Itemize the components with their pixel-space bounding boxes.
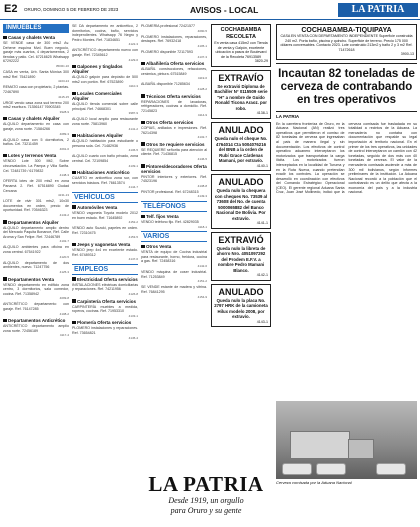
notice-title: EXTRAVIÓ xyxy=(218,234,264,245)
ad-code: 4131-13 xyxy=(57,193,69,198)
article-body: En la carretera fronteriza de Oruro, en la Aduana Nacional (AN) realizó tres operativos que permitieron el comiso de 82 toneladas de cerveza que ingresaban al país de manera ilegal y sin documentación. Los efectivos de control operativo aduanero interceptaron los motorizados que transportaban la carga ilícita. Los motorizados fueron interceptados en la localidad de Turuma y en la Ruta Nueva, cuando pretendían evadir los controles. La operación se desarrolló en coordinación con efectivos del Comando Estratégico Operacional (CEO). El gerente regional Aduana Santa Cruz, Juan José Mollinedo, indicó que la cerveza comisada fue trasladada en su totalidad a recintos de la Aduana. La mercadería no contaba con documentación que respalde su legal importación al territorio nacional. En el primer de los tres operativos, las unidades de control interceptaron un camión con 42 toneladas, seguido de dos más con 40 toneladas de cerveza. El valor de la mercadería comisada asciende a más de 300 mil bolivianos, según informes preliminares de la institución. La Aduana Nacional recordó a la población que el contrabando es un delito que afecta a la economía del país y a la industria nacional. xyxy=(276,121,417,195)
ad-text: VENDO teléfono fijo. Ref. 42829035 xyxy=(141,220,199,225)
classified-ad xyxy=(141,270,207,284)
classified-ad xyxy=(3,41,69,69)
ad-group xyxy=(141,100,207,118)
subsection-header: Otros Venta xyxy=(141,244,207,249)
subsection-header: Otros Oferta servicios xyxy=(141,120,207,125)
ad-code: 4133-1 xyxy=(128,313,138,318)
ad-group xyxy=(72,75,138,89)
ad-code: 4126-8 xyxy=(128,291,138,296)
classified-ad xyxy=(72,226,138,240)
ad-text: INSTALACIONES eléctricas domiciliarias y reparaciones. Ref. 74211956 xyxy=(72,282,138,292)
subsection-header: Casas y chalets Venta xyxy=(3,35,69,40)
ad-text: ANTICRÉTICO departamento nuevo con garaje. Ref. 72345612 xyxy=(72,48,138,58)
ad-text: SE DA departamento en anticrético, 2 dormitorios, cocina, baño, servicios independientes. Whatsapp 76 Negro y Pedro Montes. Ref. 71834651 xyxy=(72,24,138,42)
classified-ad xyxy=(72,176,138,190)
classified-ad xyxy=(141,190,207,199)
notice-anulado-cheque xyxy=(211,122,271,171)
classified-ad xyxy=(72,211,138,225)
ad-group xyxy=(72,305,138,319)
ad-code: 4148-3 xyxy=(59,173,69,178)
ad-code: 3928-9 xyxy=(59,109,69,114)
ad-code: 4139-1 xyxy=(128,163,138,168)
ad-code: 4102-7 xyxy=(59,239,69,244)
page-number: E2 xyxy=(4,3,18,15)
ad-text: VENDO vagoneta Toyota modelo 2012 en buen estado. Ref. 71645892 xyxy=(72,210,138,220)
ad-text: PLOMERO disponible 72117593 xyxy=(141,49,193,54)
ad-text: ALQUILO tienda comercial sobre calle principal. Ref. 74668301 xyxy=(72,102,138,111)
ad-group xyxy=(141,67,207,91)
classified-ad xyxy=(141,100,207,118)
ad-code: 4117-4 xyxy=(59,333,69,338)
ad-code: 4128-2 xyxy=(197,87,207,92)
ad-text: PLOMERO instalaciones y reparaciones. Ref. 73654821 xyxy=(72,326,138,335)
subsection-header: Departamentos Anticrético xyxy=(3,318,69,323)
ad-code: 4149-3 xyxy=(197,194,207,199)
banner-tagline-2: para Oruro y su gente xyxy=(170,506,242,515)
ad-text: SE VENDE casa de 300 mts2 Av. Dehene esquina Mvd. Buen negocio, garaje más cuartos, 4 departamentos, 2 tiendas y patio. Cel. 67216625 Whatsapp 67292222 xyxy=(3,41,69,64)
ad-text: SE REQUIERE señorita para atención al cliente. Ref. 71436815 xyxy=(141,147,207,157)
ad-text: CUARTO en anticrético zona sur, con servicios básicos. Ref. 76613574 xyxy=(72,176,138,185)
ad-group xyxy=(3,41,69,114)
newspaper-banner xyxy=(141,472,271,524)
ad-group xyxy=(72,139,138,168)
subsection-header: Habitaciones Anticrético xyxy=(72,170,138,175)
notice-text: Queda nulo la chequera con cheques No. 73539 al 73608 del No. de cuenta 5000065882 del Banco Nacional De Bolivia. Por extravío. xyxy=(214,188,268,221)
notice-code: 4142-1 xyxy=(256,273,268,278)
ad-code: 4110-3 xyxy=(128,84,138,89)
cargo-shape xyxy=(282,463,312,475)
ad-group xyxy=(72,248,138,262)
ad-text: ANTICRÉTICO departamento con garaje. Ref. 76147285 xyxy=(3,302,69,311)
subsection-header: Plomería Oferta servicios xyxy=(72,320,138,325)
ad-text: ALQUILO cuarto con baño privado, zona central. Cel. 72109854 xyxy=(72,154,138,163)
classified-ad xyxy=(141,250,207,268)
subsection-header: Casas y chalets Alquiler xyxy=(3,116,69,121)
classified-ad xyxy=(141,285,207,299)
classified-ad xyxy=(3,302,69,316)
ad-text: ALQUILO departamento en casa con garaje, zona norte. 71584266 xyxy=(3,122,69,131)
classifieds-column-2 xyxy=(72,24,138,469)
ad-text: CARPINTERÍA muebles a medida, roperos, cocinas. Ref. 71953310 xyxy=(72,304,138,314)
ad-text: PINTOR profesional. Ref. 67248315 xyxy=(141,189,199,194)
ad-text: OFERTA lotes de 200 mts2 en zona Panamá 2. Ref. 67516890 Ciudad Cercana xyxy=(3,179,69,193)
ad-code: 4105-1 xyxy=(197,43,207,48)
ad-cochabamba-tiquipaya xyxy=(276,24,417,60)
notice-text: Queda nulo la libreta de ahorro Nro. 4051097292 del Prodem E.F.V. a nombre Pedro Mamani Blanco. xyxy=(216,245,266,273)
ad-code: 4142-6 xyxy=(197,264,207,268)
ad-group xyxy=(72,24,138,62)
ad-code: 4120-5 xyxy=(59,254,69,259)
classified-ad xyxy=(72,139,138,153)
ad-code: 3500C-16 xyxy=(55,63,69,68)
ad-text: URGE vendo casa zona sud terreno 200 mts2 escritura. 71356147 76903345 xyxy=(3,100,69,110)
notice-text: Se extravió Diploma de Bachiller N° 0115509 serie "H" a nombre de Guido Ronald Ticona Araoz. por robo. xyxy=(214,83,268,111)
ad-code: 4125-3 xyxy=(59,269,69,274)
ad-code: 4108-2 xyxy=(59,311,69,316)
ad-text: LOTE de vivir 301 mts2, 10x30 documentos en orden, precio de oportunidad. Ref. 70546323 xyxy=(3,199,69,213)
ad-group xyxy=(141,148,207,162)
ad-code: 4152-2 xyxy=(128,220,138,225)
classified-ad xyxy=(141,82,207,91)
classified-ad xyxy=(72,24,138,47)
classified-ad xyxy=(72,75,138,89)
ad-code: 4137-3 xyxy=(197,54,207,59)
notices-column xyxy=(211,24,271,330)
subsection-header: Departamentos Venta xyxy=(3,277,69,282)
subsection-header: Electricidad Oferta servicios xyxy=(72,277,138,282)
ad-text: ALQUILO casa con 5 dormitorios, 2 baños. Cel. 73211459 xyxy=(3,137,69,147)
ad-group xyxy=(3,283,69,317)
ad-text: ALQUILO departamento de dos ambientes, nuevo. 71247756 xyxy=(3,260,69,270)
subsection-header: Automóviles Venta xyxy=(72,205,138,210)
ad-code: 4154-9 xyxy=(197,294,207,299)
ad-text: COPIAS, anillados e impresiones. Ref. 76214398 xyxy=(141,126,207,135)
notice-anulado-chequera xyxy=(211,174,271,229)
notice-extravio-libreta xyxy=(211,232,271,281)
classified-ad xyxy=(141,67,207,81)
subsection-header: Departamentos Alquiler xyxy=(3,220,69,225)
notice-title: COCHABAMBA RECOLETA xyxy=(220,27,262,40)
classified-ad xyxy=(72,154,138,168)
classified-ad xyxy=(3,138,69,152)
ad-code: 4136-5 xyxy=(128,148,138,153)
classified-ad xyxy=(72,102,138,116)
article-byline: LA PATRIA xyxy=(276,113,300,119)
ad-text: SE VENDE estante de madera y vitrina. Ref. 76841295 xyxy=(141,285,207,294)
ad-code: 4138-8 xyxy=(197,183,207,188)
classified-ad xyxy=(141,24,207,33)
ad-text: PLOMERÍA profesional 72421577 xyxy=(141,24,195,28)
ad-text: ALQUILO galpón para depósito de 500 mts2 con portón. Ref. 67523890 xyxy=(72,75,138,84)
classified-ad xyxy=(72,283,138,297)
ad-text: VENTA de equipo de Cocina industrial para restaurante, horno, freidora, cocina a gas. Ref. 72458316 xyxy=(141,250,207,264)
classified-ad xyxy=(72,117,138,131)
ad-text: VENDO jeep 4x4 en excelente estado. Ref. 67489312 xyxy=(72,248,138,257)
ad-text: REMATO casa con propietario, 2 plantas. 72467890 xyxy=(3,85,69,94)
notice-code: 3820-29 xyxy=(254,59,268,64)
truck-cab-shape xyxy=(348,439,374,459)
classifieds-column-3 xyxy=(141,24,207,469)
ad-text: CASA EN VENTA CON DEPARTAMENTO INDEPENDIENTE Superficie construida 240 m2. Porta baño, piscina y quincho. Superficie de terreno. Precio 175 000 dólares conversables. Contacto 2023. Lote construido 213m2 y baño 2 y 3 m2 Ref. 71472618 xyxy=(280,34,413,52)
notice-title: ANULADO xyxy=(218,177,264,188)
notice-text: Queda nulo el cheque No. 4764014 Cta 5004076216 del BNB a la orden de Rubí Grace Cárdenas Mamani, por extravío. xyxy=(214,136,268,164)
ad-group xyxy=(72,326,138,340)
section-header-varios: VARIOS xyxy=(141,231,207,242)
classified-ad xyxy=(72,326,138,340)
notice-anulado-placa xyxy=(211,284,271,328)
news-column xyxy=(276,24,417,524)
ad-text: ALQUILO ambientes para oficina en zona central. 67541922 xyxy=(3,245,69,255)
ad-group xyxy=(3,159,69,217)
section-header-inmuebles: INMUEBLES xyxy=(3,24,69,33)
classified-ad xyxy=(3,179,69,197)
classified-ad xyxy=(3,245,69,259)
notice-text: En venta casa 415m2 con Tienda de venta y Galpón, excelente ubicación a pasos de Boulevard de la Recoleta 76913589 xyxy=(214,41,268,59)
notice-code: 4138-1 xyxy=(256,111,268,116)
ad-code: 4147-6 xyxy=(128,257,138,262)
notice-title: ANULADO xyxy=(218,286,264,297)
subsection-header: Telf. fijos Venta xyxy=(141,214,207,219)
ad-text: REPARACIONES de lavadoras, refrigeradores, cocinas a domicilio. Ref. 72145823 xyxy=(141,99,207,113)
ad-code: 4114-9 xyxy=(197,113,207,118)
notice-code: 4141-1 xyxy=(256,221,268,226)
notice-extravio-diploma xyxy=(211,70,271,119)
classified-ad xyxy=(3,283,69,301)
article-photo xyxy=(276,401,417,479)
ad-text: PINTOR interiores y exteriores. Ref. 74523196 xyxy=(141,174,207,184)
photo-caption: Cerveza comisada por la Aduana Nacional xyxy=(276,479,352,485)
section-title: AVISOS - LOCAL xyxy=(190,5,259,15)
ad-code: 4144-7 xyxy=(128,185,138,190)
ad-code: 4119-6 xyxy=(197,76,207,81)
classified-ad xyxy=(72,48,138,62)
ad-code: 4129-6 xyxy=(128,57,138,62)
ad-code: 3987-9 xyxy=(128,111,138,116)
ad-code: 4146-5 xyxy=(197,156,207,161)
ad-group xyxy=(141,175,207,199)
ad-text: PLOMERO instalaciones, reparaciones, destapes. Ref. 76932418 xyxy=(141,34,207,44)
ad-text: ALBAÑIL disponible 71285634 xyxy=(141,82,190,87)
notice-text: Queda nulo la placa No. 2797 HRK de la camioneta Hilux modelo 2008, por extravío. xyxy=(214,297,268,320)
ad-text: VENDO Lote 300 Mt2, Sobre circunvalación. La Pampa y Villa Sarifa. Cel. 72481739 / 6179832 xyxy=(3,159,69,173)
notice-code: 4140-1 xyxy=(256,163,268,168)
ad-text: ALQUILO local amplio para restaurante zona norte. 75813960 xyxy=(72,117,138,126)
notice-title: EXTRAVÍO xyxy=(218,72,264,83)
classified-ad xyxy=(3,261,69,275)
ad-group xyxy=(3,122,69,151)
classified-ad xyxy=(141,175,207,189)
ad-group xyxy=(141,24,207,59)
ad-code: 4145-4 xyxy=(128,335,138,340)
subsection-header: Locales Comerciales Alquiler xyxy=(72,91,122,102)
notice-title: ANULADO xyxy=(218,125,264,136)
ad-group xyxy=(72,283,138,297)
ad-text: VENDO auto Suzuki, papeles en orden. Ref. 72310475 xyxy=(72,226,138,235)
subsection-header: Jeeps y vagonetas Venta xyxy=(72,242,138,247)
ad-code: 4103-24 xyxy=(57,79,69,84)
subsection-header: Otros Se requiere servicios xyxy=(141,142,207,147)
ad-code: 4151-2 xyxy=(197,279,207,284)
subsection-header: Lotes y terrenos Venta xyxy=(3,153,69,158)
subsection-header: Albañilería Oferta servicios xyxy=(141,61,207,66)
subsection-header: Carpintería Oferta servicios xyxy=(72,299,138,304)
ad-code: 3900-13 xyxy=(400,52,414,57)
ad-group xyxy=(72,211,138,240)
ad-code: 4141-2 xyxy=(128,126,138,131)
ad-group xyxy=(3,324,69,338)
subsection-header: Habitaciones Alquiler xyxy=(72,133,138,138)
classified-ad xyxy=(3,101,69,115)
divider xyxy=(276,111,417,112)
ad-code: 4132-7 xyxy=(197,135,207,140)
ad-code: 4115-15 xyxy=(58,94,69,99)
classified-ad xyxy=(141,50,207,59)
ad-code: 4099-8 xyxy=(59,296,69,301)
issue-date: ORURO, DOMINGO 5 DE FEBRERO DE 2023 xyxy=(24,7,119,12)
ad-group xyxy=(141,126,207,140)
classified-ad xyxy=(141,126,207,140)
classified-ad xyxy=(72,305,138,319)
ad-text: VENDO departamento en edificio zona centro, 3 dormitorios, sala comedor, cocina. Ref. 71358942 xyxy=(3,282,69,296)
ad-title: COCHABAMBA-TIQUIPAYA xyxy=(301,27,392,34)
ad-group xyxy=(3,226,69,275)
ad-code: 4118-1 xyxy=(197,224,207,229)
classified-ad xyxy=(3,226,69,244)
classified-ad xyxy=(72,248,138,262)
ad-group xyxy=(72,102,138,131)
section-header-vehiculos: VEHÍCULOS xyxy=(72,192,138,203)
subsection-header: Técnicos Oferta servicios xyxy=(141,94,207,99)
classifieds-column-1 xyxy=(3,24,69,469)
subsection-header: Pintores/decoradores Oferta servicios xyxy=(141,163,207,174)
cargo-shape xyxy=(316,463,346,475)
banner-logo: LA PATRIA xyxy=(148,472,264,496)
section-header-empleos: EMPLEOS xyxy=(72,264,138,275)
ad-cochabamba-recoleta xyxy=(211,24,271,67)
ad-group xyxy=(72,176,138,190)
classified-ad xyxy=(3,199,69,217)
classified-ad xyxy=(3,324,69,338)
classified-ad xyxy=(3,70,69,84)
ad-text: ALBAÑIL construcciones, refacciones, cerámica, pintura. 67515849 xyxy=(141,67,207,76)
classified-ad xyxy=(3,85,69,99)
cargo-shape xyxy=(376,463,406,475)
classified-ad xyxy=(141,220,207,229)
ad-code: 4090-5 xyxy=(197,28,207,33)
classified-ad xyxy=(141,148,207,162)
section-header-telefonos: TELÉFONOS xyxy=(141,201,207,212)
ad-code: 4089-3 xyxy=(59,131,69,136)
classified-ad xyxy=(3,122,69,136)
ad-code: 4153-5 xyxy=(128,235,138,240)
newspaper-logo: LA PATRIA xyxy=(338,3,418,17)
ad-text: ALQUILO departamento amplio dentro del Mercado Paquita Bonance, Ref. Calle Aroma y San Felipe. Ref. 72446789 xyxy=(3,225,69,239)
truck-shape xyxy=(290,431,350,459)
classified-ad xyxy=(141,35,207,49)
ad-code: 4091-6 xyxy=(59,146,69,151)
ad-text: ALQUILO habitación para estudiante o persona sola. Cel. 71482936 xyxy=(72,139,138,148)
page-header xyxy=(0,0,420,20)
ad-code: 4122-3 xyxy=(128,42,138,47)
article-headline: Incautan 82 toneladas de cerveza de contrabando en tres operativos xyxy=(278,67,415,106)
ad-group xyxy=(141,250,207,299)
subsection-header: Galpones y tinglados Alquiler xyxy=(72,64,123,75)
ad-text: CASA en venta, Urb. Santa Mónica 300 mts2 Ref. 75421890 xyxy=(3,70,69,79)
classified-ad xyxy=(3,159,69,177)
banner-tagline-1: Desde 1919, un orgullo xyxy=(168,496,244,505)
notice-code: 4143-1 xyxy=(256,319,268,324)
ad-code: 4143-2 xyxy=(59,213,69,217)
divider xyxy=(276,63,417,64)
ad-text: VENDO máquina de coser industrial. Ref. 71253849 xyxy=(141,270,207,279)
ad-group xyxy=(141,220,207,229)
ad-text: ANTICRÉTICO departamento amplio zona norte. 72456189 xyxy=(3,324,69,333)
